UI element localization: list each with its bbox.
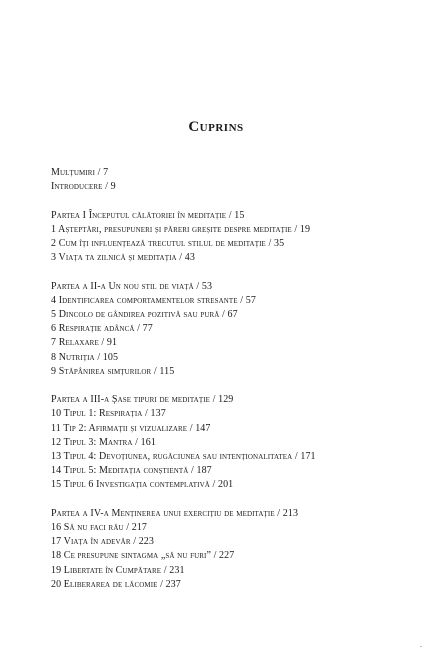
- toc-entry: 18 Ce presupune sintagma „să nu furi” / 227: [51, 550, 235, 562]
- toc-entry: 19 Libertate în Cumpătare / 231: [51, 564, 185, 576]
- corner-mark: .: [420, 640, 422, 649]
- toc-entry: 2 Cum îți influențează trecutul stilul de meditație / 35: [51, 238, 285, 249]
- toc-entry: 20 Eliberarea de lăcomie / 237: [51, 578, 181, 590]
- part-heading: Partea a III-a Șase tipuri de meditație / 129: [51, 394, 234, 406]
- toc-entry: 4 Identificarea comportamentelor stresante / 57: [51, 294, 256, 306]
- toc-entry: 3 Viața ta zilnică și meditația / 43: [51, 252, 195, 264]
- toc-entry: 1 Așteptări, presupuneri și păreri greșite despre meditație / 19: [51, 223, 311, 235]
- toc-entry: 8 Nutriția / 105: [51, 351, 119, 363]
- section-spacer: [51, 194, 411, 208]
- toc-entry: 13 Tipul 4: Devoțiunea, rugăciunea sau intenționalitatea / 171: [51, 451, 316, 463]
- part-heading: Partea I Începutul călătoriei în meditație / 15: [51, 209, 245, 221]
- toc-entry: 5 Dincolo de gândirea pozitivă sau pură / 67: [51, 309, 238, 320]
- section-spacer: [51, 379, 411, 393]
- toc-entry: 12 Tipul 3: Mantra / 161: [51, 436, 156, 448]
- section-spacer: [51, 265, 411, 279]
- part-heading: Partea a II-a Un nou stil de viață / 53: [51, 280, 213, 292]
- toc-entry: 15 Tipul 6 Investigația contemplativă / 201: [51, 479, 234, 491]
- table-of-contents: [51, 166, 411, 592]
- toc-entry: 11 Tip 2: Afirmații și vizualizare / 147: [51, 422, 211, 434]
- part-heading: Partea a IV-a Menținerea unui exercițiu de meditație / 213: [51, 507, 299, 519]
- toc-entry: 10 Tipul 1: Respirația / 137: [51, 408, 166, 420]
- toc-entry: 14 Tipul 5: Meditația conștientă / 187: [51, 465, 212, 477]
- toc-entry: 9 Stăpânirea simțurilor / 115: [51, 365, 175, 377]
- toc-entry: 6 Respirație adâncă / 77: [51, 323, 153, 335]
- toc-entry: 16 Să nu faci rău / 217: [51, 522, 148, 534]
- toc-entry-acknowledgements: Mulțumiri / 7: [51, 167, 109, 178]
- toc-entry: 17 Viața în adevăr / 223: [51, 536, 154, 548]
- page-title: Cuprins: [188, 119, 244, 135]
- section-spacer: [51, 493, 411, 507]
- toc-entry-introduction: Introducere / 9: [51, 181, 116, 193]
- toc-entry: 7 Relaxare / 91: [51, 337, 118, 349]
